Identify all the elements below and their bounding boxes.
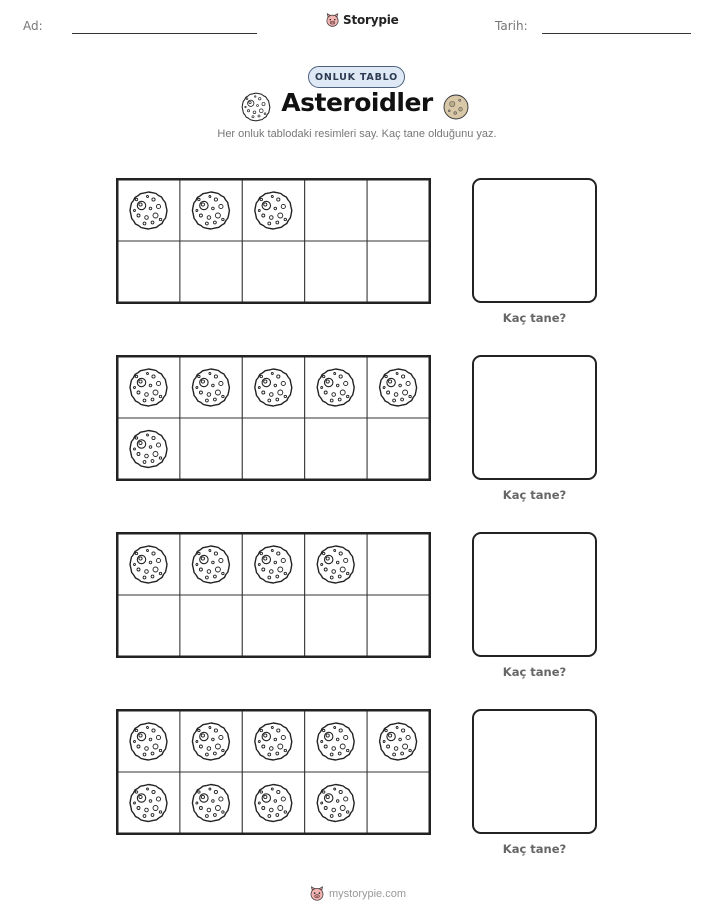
asteroid-icon — [255, 546, 292, 583]
ten-frame-cell — [118, 772, 180, 834]
ten-frame-cell — [118, 418, 180, 480]
answer-label-4: Kaç tane? — [502, 842, 567, 856]
ten-frame-grid — [116, 709, 431, 835]
answer-box-1[interactable] — [472, 178, 597, 303]
ten-frame-cell — [242, 534, 304, 596]
ten-frame-cell — [180, 772, 242, 834]
ten-frame-cell — [118, 357, 180, 419]
asteroid-icon — [192, 785, 229, 822]
footer — [309, 885, 406, 902]
ten-frame-cell — [242, 418, 304, 480]
asteroid-icon — [130, 431, 167, 468]
asteroid-icon — [130, 192, 167, 229]
ten-frame-cell — [367, 772, 429, 834]
asteroid-icon — [130, 723, 167, 760]
date-label: Tarih: — [495, 19, 528, 33]
ten-frame-cell — [118, 534, 180, 596]
answer-label-3: Kaç tane? — [502, 665, 567, 679]
ten-frame-cell — [305, 595, 367, 657]
name-line[interactable] — [72, 33, 257, 34]
ten-frame-cell — [242, 357, 304, 419]
ten-frame-grid — [116, 178, 431, 304]
footer-url: mystorypie.com — [329, 887, 407, 900]
date-line[interactable] — [542, 33, 691, 34]
asteroid-icon — [255, 785, 292, 822]
ten-frame-grid — [116, 355, 431, 481]
asteroid-icon — [380, 723, 417, 760]
ten-frame-cell — [305, 772, 367, 834]
ten-frame-cell — [305, 180, 367, 242]
ten-frame-3 — [116, 532, 431, 658]
ten-frame-cell — [305, 711, 367, 773]
ten-frame-cell — [118, 711, 180, 773]
ten-frame-4 — [116, 709, 431, 835]
asteroid-icon — [255, 369, 292, 406]
answer-label-2: Kaç tane? — [502, 488, 567, 502]
asteroid-icon — [192, 723, 229, 760]
ten-frame-cell — [305, 418, 367, 480]
asteroid-icon — [380, 369, 417, 406]
ten-frame-1 — [116, 178, 431, 304]
asteroid-icon — [317, 369, 354, 406]
asteroid-icon — [192, 369, 229, 406]
ten-frame-cell — [180, 180, 242, 242]
ten-frame-cell — [367, 534, 429, 596]
ten-frame-2 — [116, 355, 431, 481]
ten-frame-cell — [367, 357, 429, 419]
asteroid-icon — [130, 785, 167, 822]
ten-frame-cell — [180, 595, 242, 657]
ten-frame-cell — [367, 241, 429, 303]
answer-box-4[interactable] — [472, 709, 597, 834]
ten-frame-cell — [242, 772, 304, 834]
ten-frame-cell — [118, 241, 180, 303]
asteroid-icon — [130, 369, 167, 406]
category-badge: ONLUK TABLO — [308, 66, 405, 88]
ten-frame-cell — [242, 241, 304, 303]
ten-frame-cell — [367, 418, 429, 480]
asteroid-icon — [317, 723, 354, 760]
page-title: Asteroidler — [281, 88, 433, 117]
ten-frame-cell — [180, 534, 242, 596]
brand-logo — [325, 12, 399, 28]
ten-frame-cell — [180, 418, 242, 480]
ten-frame-cell — [305, 241, 367, 303]
brand-name: Storypie — [343, 13, 399, 27]
ten-frame-cell — [118, 180, 180, 242]
asteroid-icon — [192, 546, 229, 583]
ten-frame-cell — [305, 357, 367, 419]
asteroid-icon — [130, 546, 167, 583]
ten-frame-cell — [180, 357, 242, 419]
answer-label-1: Kaç tane? — [502, 311, 567, 325]
ten-frame-cell — [180, 711, 242, 773]
answer-box-3[interactable] — [472, 532, 597, 657]
ten-frame-cell — [118, 595, 180, 657]
ten-frame-cell — [242, 711, 304, 773]
asteroid-shaded-icon — [441, 92, 471, 122]
ten-frame-cell — [367, 595, 429, 657]
asteroid-icon — [192, 192, 229, 229]
ten-frame-grid — [116, 532, 431, 658]
answer-box-2[interactable] — [472, 355, 597, 480]
name-label: Ad: — [23, 19, 43, 33]
ten-frame-cell — [180, 241, 242, 303]
ten-frame-cell — [367, 711, 429, 773]
asteroid-icon — [317, 785, 354, 822]
asteroid-icon — [255, 192, 292, 229]
storypie-pig-icon — [309, 885, 325, 902]
ten-frame-cell — [242, 180, 304, 242]
ten-frame-cell — [367, 180, 429, 242]
ten-frame-cell — [305, 534, 367, 596]
instructions: Her onluk tablodaki resimleri say. Kaç tane olduğunu yaz. — [217, 128, 497, 140]
asteroid-icon — [317, 546, 354, 583]
storypie-pig-icon — [325, 12, 340, 28]
asteroid-icon — [255, 723, 292, 760]
ten-frame-cell — [242, 595, 304, 657]
